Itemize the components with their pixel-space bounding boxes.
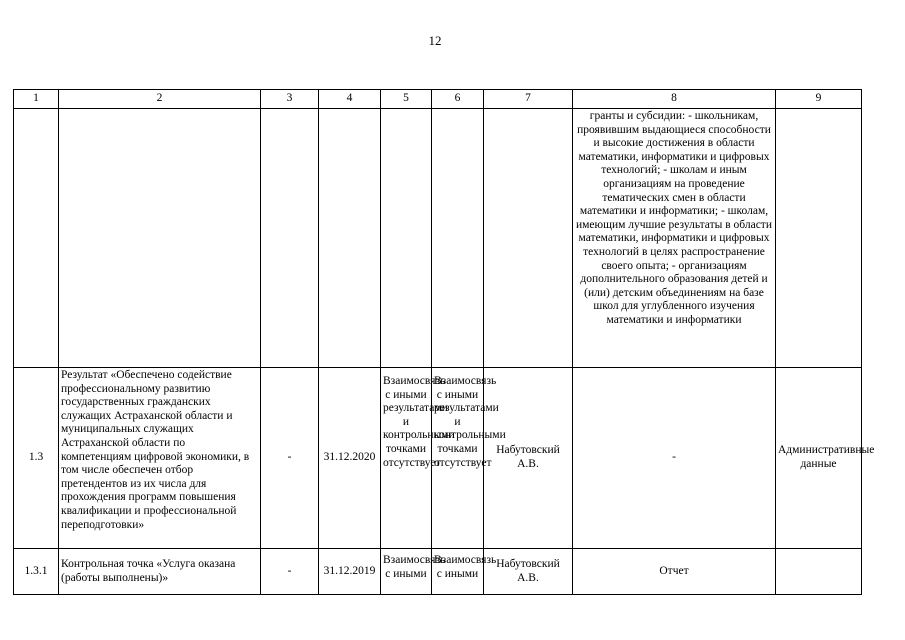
row-col5 [381, 109, 432, 368]
row-responsible: Набутовский А.В. [484, 368, 573, 549]
table-row [14, 109, 862, 368]
row-result: - [573, 368, 776, 549]
row-col5: Взаимосвязь с иными [381, 549, 432, 595]
row-col5: Взаимосвязь с иными результатами и контрольными точками отсутствует [381, 368, 432, 549]
column-header: 5 [381, 90, 432, 109]
column-header: 6 [432, 90, 484, 109]
row-number: 1.3 [14, 368, 59, 549]
row-name: Результат «Обеспечено содействие профессиональному развитию государственных гражданских служащих Астраханской области и муниципальных служащих Астраханской области по компетенциям цифровой экономики, в том числе обеспечен отбор претендентов из их числа для прохождения программ повышения квалификации и профессиональной переподготовки» [59, 368, 261, 549]
row-col6 [432, 109, 484, 368]
row-col6: Взаимосвязь с иными [432, 549, 484, 595]
row-responsible: Набутовский А.В. [484, 549, 573, 595]
column-header: 9 [776, 90, 862, 109]
table-row [14, 549, 862, 595]
row-name [59, 109, 261, 368]
column-header: 8 [573, 90, 776, 109]
column-header: 4 [319, 90, 381, 109]
row-col6: Взаимосвязь с иными результатами и контрольными точками отсутствует [432, 368, 484, 549]
row-date: 31.12.2019 [319, 549, 381, 595]
row-col3: - [261, 549, 319, 595]
table-row [14, 368, 862, 549]
row-date [319, 109, 381, 368]
plan-table [13, 89, 875, 595]
row-source [776, 549, 862, 595]
row-source [776, 109, 862, 368]
column-header: 2 [59, 90, 261, 109]
row-result: гранты и субсидии: - школьникам, проявившим выдающиеся способности и высокие достижения в области математики, информатики и цифровых технологий; - школам и иным организациям на проведение тематических смен в области математики и информатики; - школам, имеющим лучшие результаты в области математики, информатики и цифровых технологий в целях распространение своего опыта; - организациям дополнительного образования детей и (или) детским объединениям на базе школ для углубленного изучения математики и информатики [573, 109, 776, 368]
row-number: 1.3.1 [14, 549, 59, 595]
page-number: 12 [428, 33, 442, 48]
row-name: Контрольная точка «Услуга оказана (работы выполнены)» [59, 549, 261, 595]
column-header: 3 [261, 90, 319, 109]
row-date: 31.12.2020 [319, 368, 381, 549]
column-header: 1 [14, 90, 59, 109]
row-col3: - [261, 368, 319, 549]
row-number [14, 109, 59, 368]
table-header-row [14, 90, 862, 109]
row-col3 [261, 109, 319, 368]
row-responsible [484, 109, 573, 368]
row-result: Отчет [573, 549, 776, 595]
row-source: Административные данные [776, 368, 862, 549]
column-header: 7 [484, 90, 573, 109]
